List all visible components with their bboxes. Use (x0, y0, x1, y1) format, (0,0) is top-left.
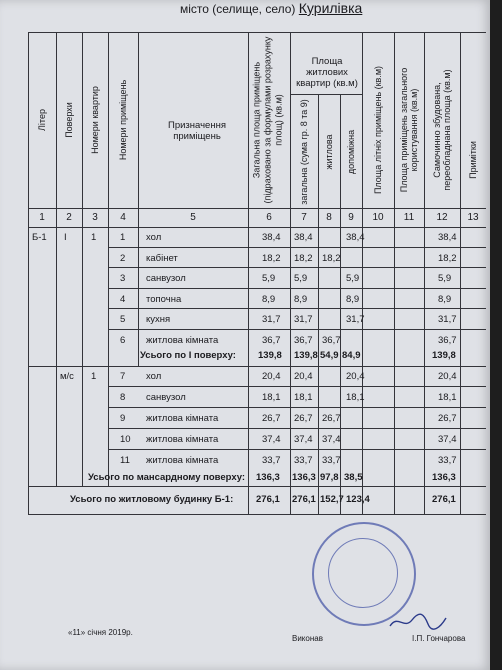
row-col12: 26,7 (438, 413, 457, 424)
total-floor1-c12: 139,8 (432, 350, 456, 361)
row-living: 36,7 (322, 334, 341, 346)
total-floor1-living: 54,9 (320, 350, 339, 361)
row-aux: 31,7 (346, 314, 365, 325)
page-edge (490, 0, 502, 670)
header-purpose: Призначення приміщень (168, 120, 226, 142)
total-building-total: 276,1 (256, 494, 280, 505)
column-number: 6 (266, 212, 272, 223)
row-purpose: житлова кімната (146, 334, 219, 346)
row-col12: 18,1 (438, 392, 457, 403)
header-room-numbers: Номери приміщень (118, 79, 128, 161)
row-total: 8,9 (262, 293, 276, 305)
row-room: 6 (120, 334, 126, 346)
row-divider (108, 267, 486, 268)
total-building-aux: 123,4 (346, 494, 370, 505)
row-divider (108, 386, 486, 387)
row-room: 7 (120, 371, 126, 382)
row-living-total: 26,7 (294, 413, 313, 424)
row-total: 36,7 (262, 334, 281, 346)
column-number: 2 (66, 212, 72, 223)
total-floor1-total: 139,8 (258, 350, 282, 361)
row-divider (108, 407, 486, 408)
vrule-6 (290, 32, 291, 514)
row-room: 3 (120, 273, 126, 284)
row-total: 20,4 (262, 371, 281, 382)
total-attic-ltotal: 136,3 (292, 472, 316, 483)
row-col12: 31,7 (438, 314, 457, 325)
row-col12: 18,2 (438, 252, 457, 264)
row-room: 11 (120, 455, 130, 466)
vrule-3 (108, 32, 109, 486)
row-total: 33,7 (262, 455, 281, 466)
row-divider (108, 329, 486, 330)
vrule-7 (318, 94, 319, 514)
header-self-built: Самочинно збудована, переобладнана площа (кв.м) (432, 69, 452, 191)
row-col12: 8,9 (438, 293, 452, 305)
row-total: 18,1 (262, 392, 281, 403)
row-purpose: кухня (146, 314, 171, 325)
row-purpose: кабінет (146, 252, 178, 264)
footer-name: І.П. Гончарова (412, 634, 466, 643)
total-building-c12: 276,1 (432, 494, 456, 505)
row-aux: 8,9 (346, 293, 360, 305)
row-col12: 38,4 (438, 232, 457, 243)
row-liter: Б-1 (32, 232, 47, 243)
column-number: 1 (39, 212, 45, 223)
row-aux: 38,4 (346, 232, 365, 243)
location-prefix: місто (селище, село) (180, 2, 296, 16)
row-total: 26,7 (262, 413, 281, 424)
column-number: 9 (348, 212, 354, 223)
vrule-9 (362, 32, 363, 514)
total-attic-total: 136,3 (256, 472, 280, 483)
row-living-total: 31,7 (294, 314, 313, 325)
row-living: 33,7 (322, 455, 341, 466)
row-aux: 20,4 (346, 371, 365, 382)
vrule-12 (460, 32, 461, 514)
rule-floor1-total (28, 366, 486, 367)
total-building-living: 152,7 (320, 494, 344, 505)
column-number: 5 (190, 212, 196, 223)
row-divider (108, 449, 486, 450)
total-attic-c12: 136,3 (432, 472, 456, 483)
total-floor1-ltotal: 139,8 (294, 350, 318, 361)
vrule-11 (424, 32, 425, 514)
rule-attic-total (28, 486, 486, 487)
column-number: 10 (372, 212, 384, 223)
rule-colnum-bottom (28, 227, 486, 228)
row-total: 31,7 (262, 314, 281, 325)
row-col12: 37,4 (438, 434, 457, 445)
column-number: 7 (301, 212, 307, 223)
location-caption (180, 0, 362, 16)
total-floor1-label: Усього по I поверху: (140, 350, 236, 361)
row-living-total: 36,7 (294, 334, 313, 346)
row-room: 10 (120, 434, 131, 445)
total-attic-living: 97,8 (320, 472, 339, 483)
row-divider (108, 247, 486, 248)
row-living-total: 5,9 (294, 273, 308, 284)
header-notes: Примітки (468, 141, 478, 179)
row-divider (108, 308, 486, 309)
vrule-5 (248, 32, 249, 514)
row-total: 37,4 (262, 434, 281, 445)
column-number: 11 (403, 212, 415, 223)
total-floor1-aux: 84,9 (342, 350, 361, 361)
column-number: 3 (92, 212, 98, 223)
row-living-total: 37,4 (294, 434, 313, 445)
header-living-group: Площа житлових квартир (кв.м) (296, 56, 358, 89)
column-number: 12 (436, 212, 448, 223)
rule-top (28, 32, 486, 33)
row-purpose: житлова кімната (146, 455, 219, 466)
header-living: житлова (324, 134, 334, 170)
row-total: 38,4 (262, 232, 281, 243)
row-purpose: житлова кімната (146, 434, 219, 445)
row-living-total: 33,7 (294, 455, 313, 466)
row-room: 4 (120, 293, 126, 305)
row-total: 18,2 (262, 252, 281, 264)
rule-building-total (28, 514, 486, 515)
header-common-use: Площа приміщень загального користування (кв.м) (399, 67, 419, 193)
header-living-total: загальна (сума гр. 8 та 9) (299, 99, 309, 205)
vrule-10 (394, 32, 395, 514)
row-living-total: 38,4 (294, 232, 313, 243)
total-attic-aux: 38,5 (344, 472, 363, 483)
footer-executed: Виконав (292, 634, 323, 643)
row-purpose: житлова кімната (146, 413, 219, 424)
column-number: 13 (467, 212, 479, 223)
vrule-1 (56, 32, 57, 486)
vrule-8 (340, 94, 341, 514)
header-liter: Літер (37, 109, 47, 131)
total-building-label: Усього по житловому будинку Б-1: (70, 494, 234, 505)
row-living-total: 8,9 (294, 293, 308, 305)
row-living-total: 18,2 (294, 252, 313, 264)
footer-date: «11» січня 2019р. (68, 628, 133, 637)
header-apt-numbers: Номери квартир (90, 86, 100, 154)
row-purpose: санвузол (146, 273, 186, 284)
row-aux: 5,9 (346, 273, 360, 284)
row-apt: 1 (91, 371, 97, 382)
rule-group-header (290, 94, 362, 95)
rule-header-bottom (28, 208, 486, 209)
row-living: 18,2 (322, 252, 341, 264)
total-attic-label: Усього по мансардному поверху: (88, 472, 246, 483)
official-stamp (312, 522, 416, 626)
row-living-total: 20,4 (294, 371, 313, 382)
header-auxiliary: допоміжна (346, 129, 356, 175)
header-total-area: Загальна площа приміщень (підраховано за формулами розрахунку площ) (кв.м) (251, 36, 284, 204)
row-floor: I (64, 232, 67, 243)
row-living-total: 18,1 (294, 392, 313, 403)
row-purpose: топочна (146, 293, 182, 305)
row-living: 26,7 (322, 413, 341, 424)
row-purpose: хол (146, 232, 162, 243)
column-number: 8 (326, 212, 332, 223)
column-number: 4 (120, 212, 126, 223)
total-building-ltotal: 276,1 (292, 494, 316, 505)
row-room: 9 (120, 413, 126, 424)
row-room: 5 (120, 314, 126, 325)
row-col12: 33,7 (438, 455, 457, 466)
row-apt: 1 (91, 232, 97, 243)
signature (388, 612, 448, 632)
row-aux: 18,1 (346, 392, 365, 403)
row-col12: 5,9 (438, 273, 452, 284)
row-purpose: хол (146, 371, 162, 382)
row-total: 5,9 (262, 273, 276, 284)
row-room: 2 (120, 252, 126, 264)
row-room: 8 (120, 392, 126, 403)
vrule-0 (28, 32, 29, 514)
row-divider (108, 288, 486, 289)
row-divider (108, 428, 486, 429)
header-summer-rooms: Площа літніх приміщень (кв.м) (373, 65, 383, 195)
vrule-2 (82, 32, 83, 486)
row-living: 37,4 (322, 434, 341, 445)
header-floors: Поверхи (64, 102, 74, 138)
row-room: 1 (120, 232, 126, 243)
row-col12: 36,7 (438, 334, 457, 346)
row-col12: 20,4 (438, 371, 457, 382)
row-purpose: санвузол (146, 392, 186, 403)
row-floor: м/с (60, 371, 74, 382)
location-name: Курилівка (298, 0, 363, 16)
vrule-4 (138, 32, 139, 366)
